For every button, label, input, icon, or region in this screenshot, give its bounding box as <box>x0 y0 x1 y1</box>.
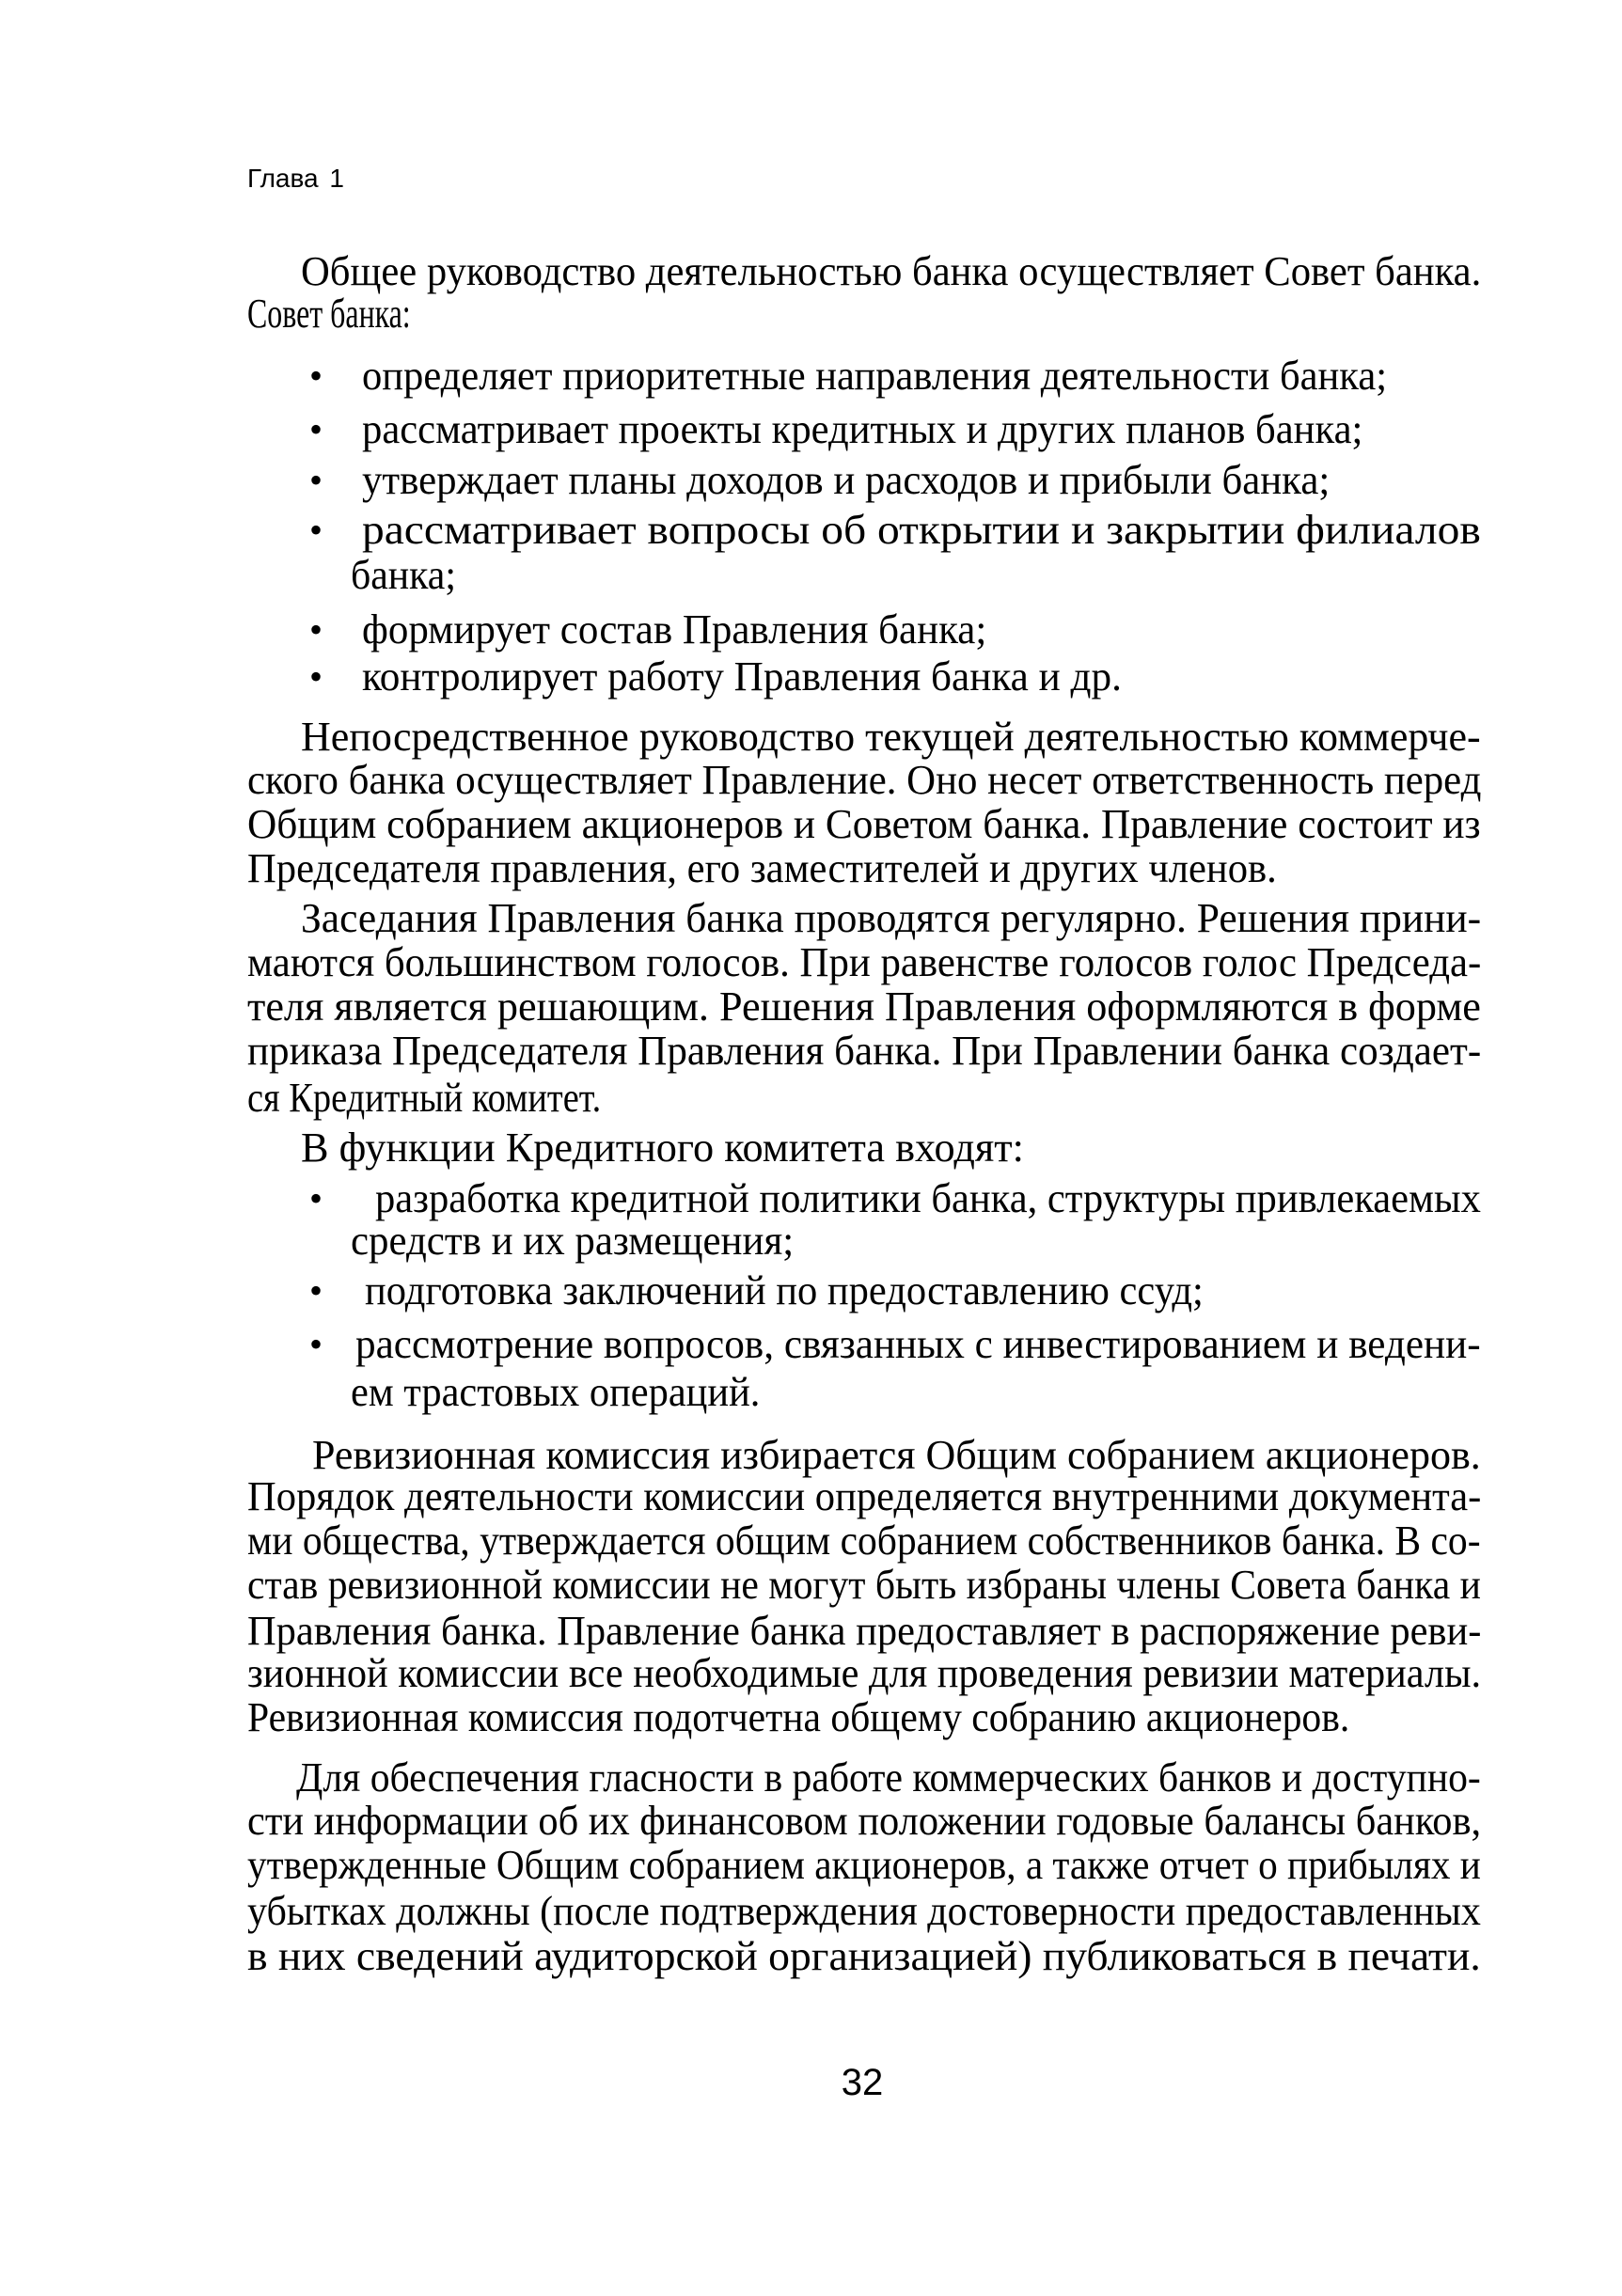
text-line: Непосредственное руководство текущей деятельностью коммерче- <box>301 714 1481 760</box>
list-item-line: контролирует работу Правления банка и др. <box>362 653 1122 700</box>
bullet-icon: • <box>308 655 323 698</box>
text-line: Совет банка: <box>247 291 411 337</box>
text-line: ем трастовых операций. <box>351 1369 761 1415</box>
bullet-icon: • <box>308 459 323 501</box>
bullet-icon: • <box>308 1323 323 1365</box>
text-line: Председателя правления, его заместителей и других членов. <box>247 845 1277 891</box>
bullet-icon: • <box>308 1177 323 1219</box>
bullet-icon: • <box>308 354 323 397</box>
text-line: Правления банка. Правление банка предоставляет в распоряжение реви- <box>247 1608 1482 1654</box>
list-item-line: подготовка заключений по предоставлению ссуд; <box>365 1267 1204 1313</box>
text-line: теля является решающим. Решения Правления оформляются в форме <box>247 983 1481 1030</box>
list-item-line: рассмотрение вопросов, связанных с инвестированием и ведени- <box>355 1321 1481 1367</box>
text-line: банка; <box>351 552 456 598</box>
text-line: маются большинством голосов. При равенстве голосов голос Председа- <box>247 939 1482 985</box>
text-line: ского банка осуществляет Правление. Оно несет ответственность перед <box>247 757 1482 803</box>
text-line: Для обеспечения гласности в работе коммерческих банков и доступно- <box>296 1754 1481 1801</box>
text-line: ся Кредитный комитет. <box>247 1075 602 1121</box>
text-line: сти информации об их финансовом положении годовые балансы банков, <box>247 1798 1482 1844</box>
text-line: убытках должны (после подтверждения достоверности предоставленных <box>247 1888 1481 1934</box>
text-line: зионной комиссии все необходимые для проведения ревизии материалы. <box>247 1650 1482 1696</box>
text-line: Общее руководство деятельностью банка осуществляет Совет банка. <box>301 248 1482 294</box>
list-item-line: рассматривает проекты кредитных и других планов банка; <box>362 406 1363 452</box>
running-head: Глава 1 <box>247 164 344 193</box>
list-item-line: разработка кредитной политики банка, структуры привлекаемых <box>375 1175 1481 1221</box>
text-line: в них сведений аудиторской организацией) публиковаться в печати. <box>247 1933 1481 1979</box>
list-item-line: определяет приоритетные направления деятельности банка; <box>362 353 1388 399</box>
page-number: 32 <box>841 2062 884 2103</box>
text-line: В функции Кредитного комитета входят: <box>301 1124 1024 1171</box>
text-line: став ревизионной комиссии не могут быть избраны члены Совета банка и <box>247 1562 1481 1608</box>
bullet-icon: • <box>308 408 323 450</box>
text-line: утвержденные Общим собранием акционеров, а также отчет о прибылях и <box>247 1842 1481 1888</box>
text-line: Ревизионная комиссия избирается Общим собранием акционеров. <box>312 1432 1481 1478</box>
bullet-icon: • <box>308 608 323 651</box>
list-item-line: формирует состав Правления банка; <box>362 606 987 653</box>
text-line: приказа Председателя Правления банка. При Правлении банка создает- <box>247 1028 1482 1074</box>
list-item-line: рассматривает вопросы об открытии и закрытии филиалов <box>362 507 1481 553</box>
text-line: Заседания Правления банка проводятся регулярно. Решения прини- <box>301 895 1482 941</box>
text-line: Общим собранием акционеров и Советом банка. Правление состоит из <box>247 801 1481 847</box>
bullet-icon: • <box>308 509 323 551</box>
text-line: Порядок деятельности комиссии определяется внутренними документа- <box>247 1473 1482 1519</box>
bullet-icon: • <box>308 1269 323 1312</box>
text-line: ми общества, утверждается общим собранием собственников банка. В со- <box>247 1518 1481 1564</box>
text-line: средств и их размещения; <box>351 1218 795 1264</box>
list-item-line: утверждает планы доходов и расходов и прибыли банка; <box>362 457 1331 503</box>
text-line: Ревизионная комиссия подотчетна общему собранию акционеров. <box>247 1694 1350 1740</box>
